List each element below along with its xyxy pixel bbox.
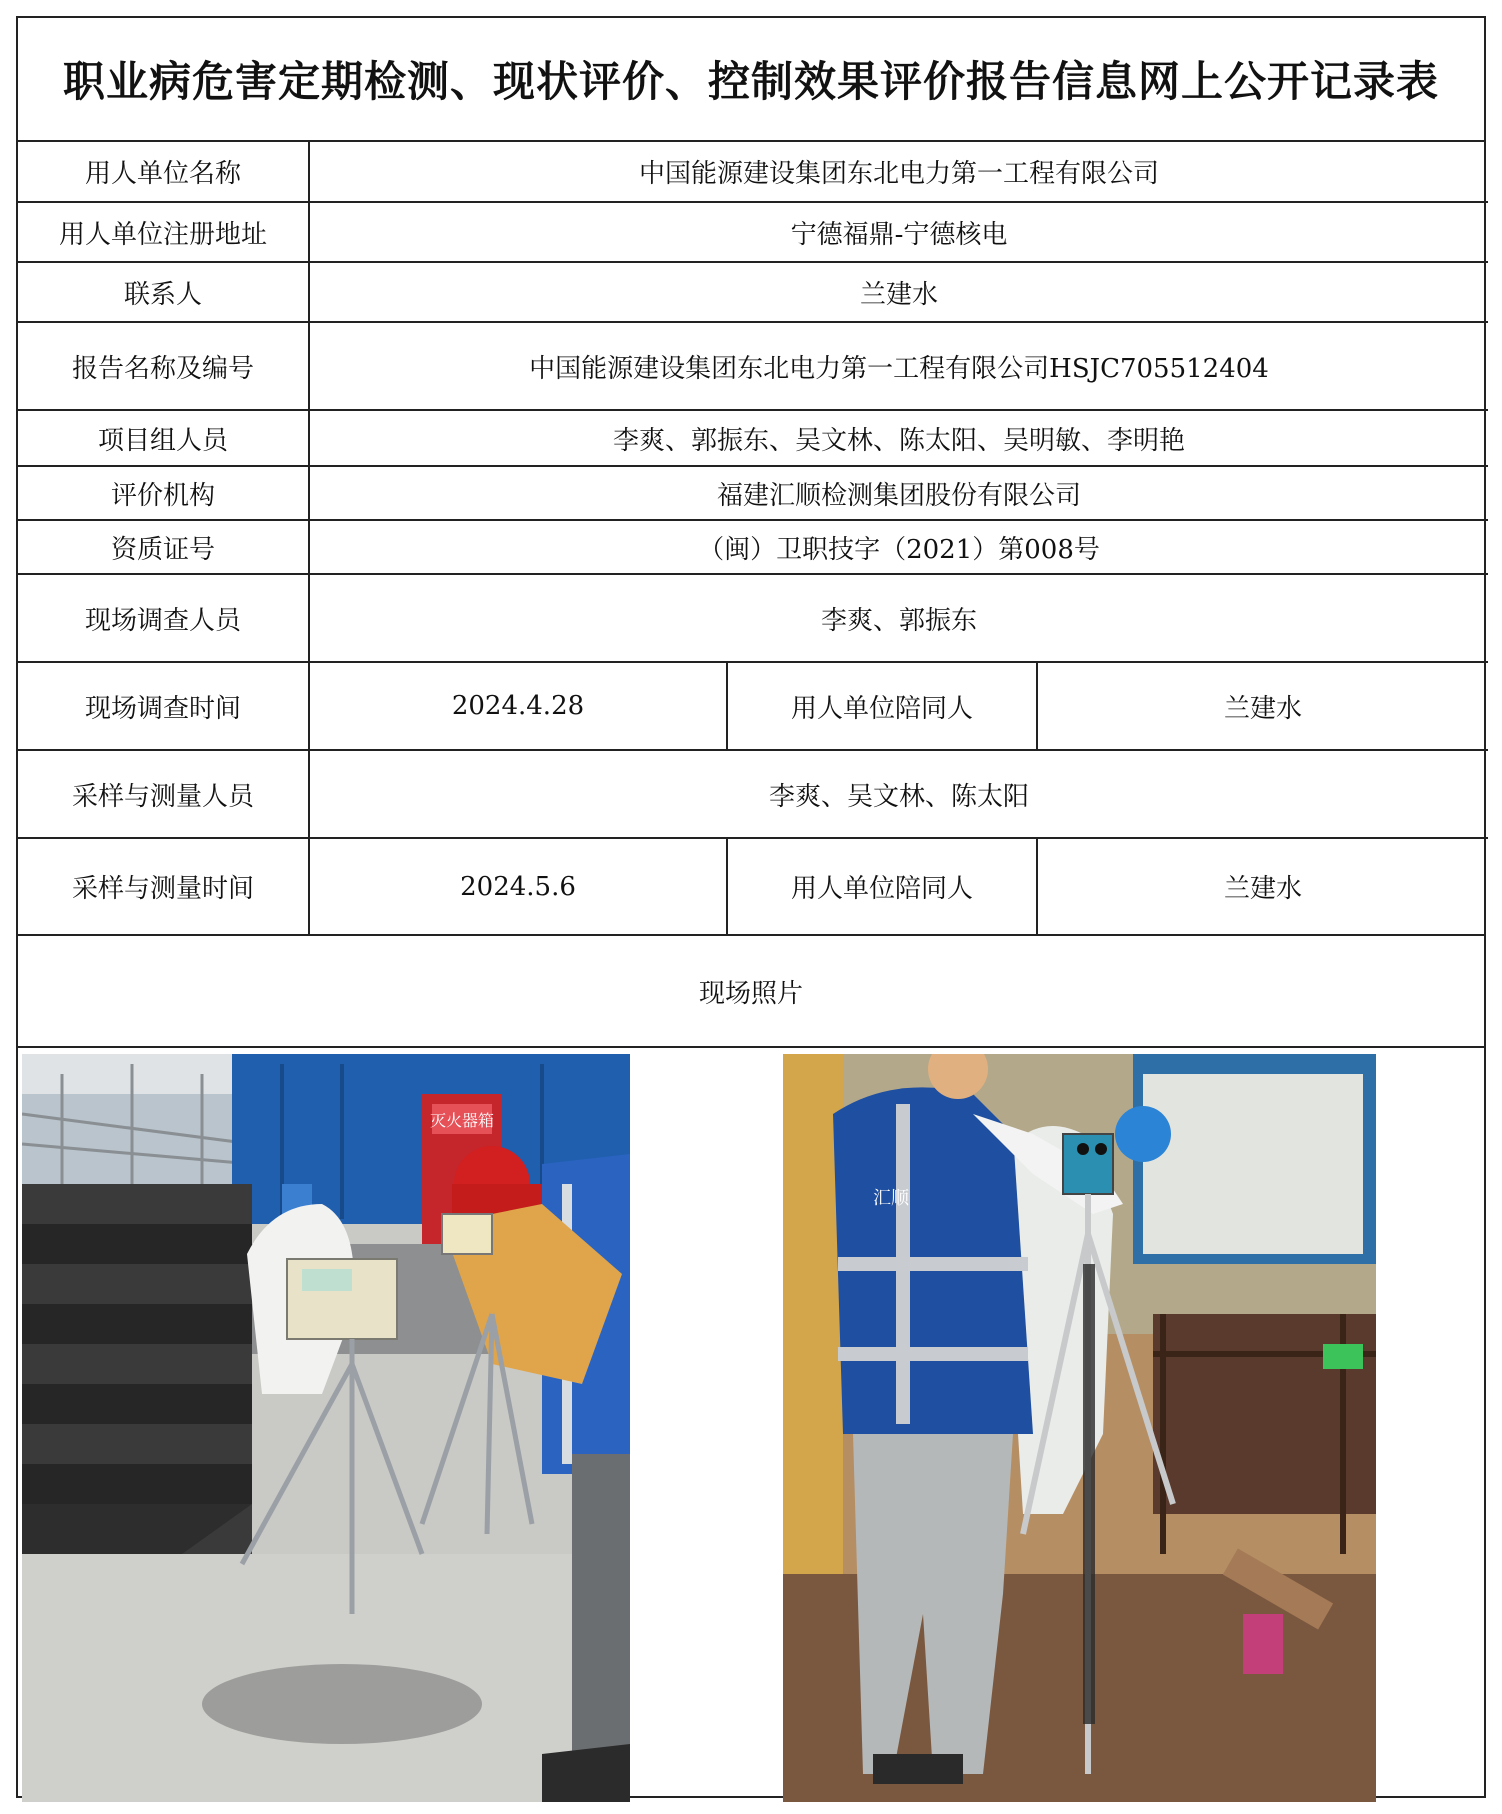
row-sampling-staff <box>18 750 1488 838</box>
row-qualification <box>18 520 1488 574</box>
value-qualification: （闽）卫职技字（2021）第008号 <box>309 520 1488 574</box>
label-employer-name: 用人单位名称 <box>18 142 309 202</box>
label-survey-staff: 现场调查人员 <box>18 574 309 662</box>
value-employer-name: 中国能源建设集团东北电力第一工程有限公司 <box>309 142 1488 202</box>
label-survey-companion: 用人单位陪同人 <box>727 662 1037 750</box>
value-report-name: 中国能源建设集团东北电力第一工程有限公司HSJC705512404 <box>309 322 1488 410</box>
label-qualification: 资质证号 <box>18 520 309 574</box>
label-survey-time: 现场调查时间 <box>18 662 309 750</box>
extinguisher-sign-text: 灭火器箱 <box>429 1111 495 1130</box>
value-survey-companion: 兰建水 <box>1037 662 1488 750</box>
value-sampling-staff: 李爽、吴文林、陈太阳 <box>309 750 1488 838</box>
site-photo-right-image <box>783 1054 1376 1802</box>
value-sampling-time: 2024.5.6 <box>309 838 727 934</box>
label-sampling-staff: 采样与测量人员 <box>18 750 309 838</box>
row-employer-address <box>18 202 1488 262</box>
label-employer-address: 用人单位注册地址 <box>18 202 309 262</box>
document-title: 职业病危害定期检测、现状评价、控制效果评价报告信息网上公开记录表 <box>18 18 1484 142</box>
site-photo-left-image <box>22 1054 630 1802</box>
value-survey-time: 2024.4.28 <box>309 662 727 750</box>
label-sampling-time: 采样与测量时间 <box>18 838 309 934</box>
info-table <box>18 142 1488 934</box>
row-survey-staff <box>18 574 1488 662</box>
label-report-name: 报告名称及编号 <box>18 322 309 410</box>
row-survey-time <box>18 662 1488 750</box>
value-sampling-companion: 兰建水 <box>1037 838 1488 934</box>
label-contact: 联系人 <box>18 262 309 322</box>
site-photo-right <box>783 1054 1376 1802</box>
label-sampling-companion: 用人单位陪同人 <box>727 838 1037 934</box>
value-employer-address: 宁德福鼎-宁德核电 <box>309 202 1488 262</box>
value-agency: 福建汇顺检测集团股份有限公司 <box>309 466 1488 520</box>
photos-label: 现场照片 <box>18 934 1484 1048</box>
vest-logo-text: 汇顺 <box>873 1188 909 1209</box>
value-project-members: 李爽、郭振东、吴文林、陈太阳、吴明敏、李明艳 <box>309 410 1488 466</box>
row-agency <box>18 466 1488 520</box>
value-contact: 兰建水 <box>309 262 1488 322</box>
record-sheet <box>16 16 1486 1798</box>
row-sampling-time <box>18 838 1488 934</box>
photos-area <box>18 1048 1484 1813</box>
label-project-members: 项目组人员 <box>18 410 309 466</box>
site-photo-left <box>22 1054 630 1802</box>
row-employer-name <box>18 142 1488 202</box>
label-agency: 评价机构 <box>18 466 309 520</box>
row-project-members <box>18 410 1488 466</box>
row-report-name <box>18 322 1488 410</box>
row-contact <box>18 262 1488 322</box>
value-survey-staff: 李爽、郭振东 <box>309 574 1488 662</box>
